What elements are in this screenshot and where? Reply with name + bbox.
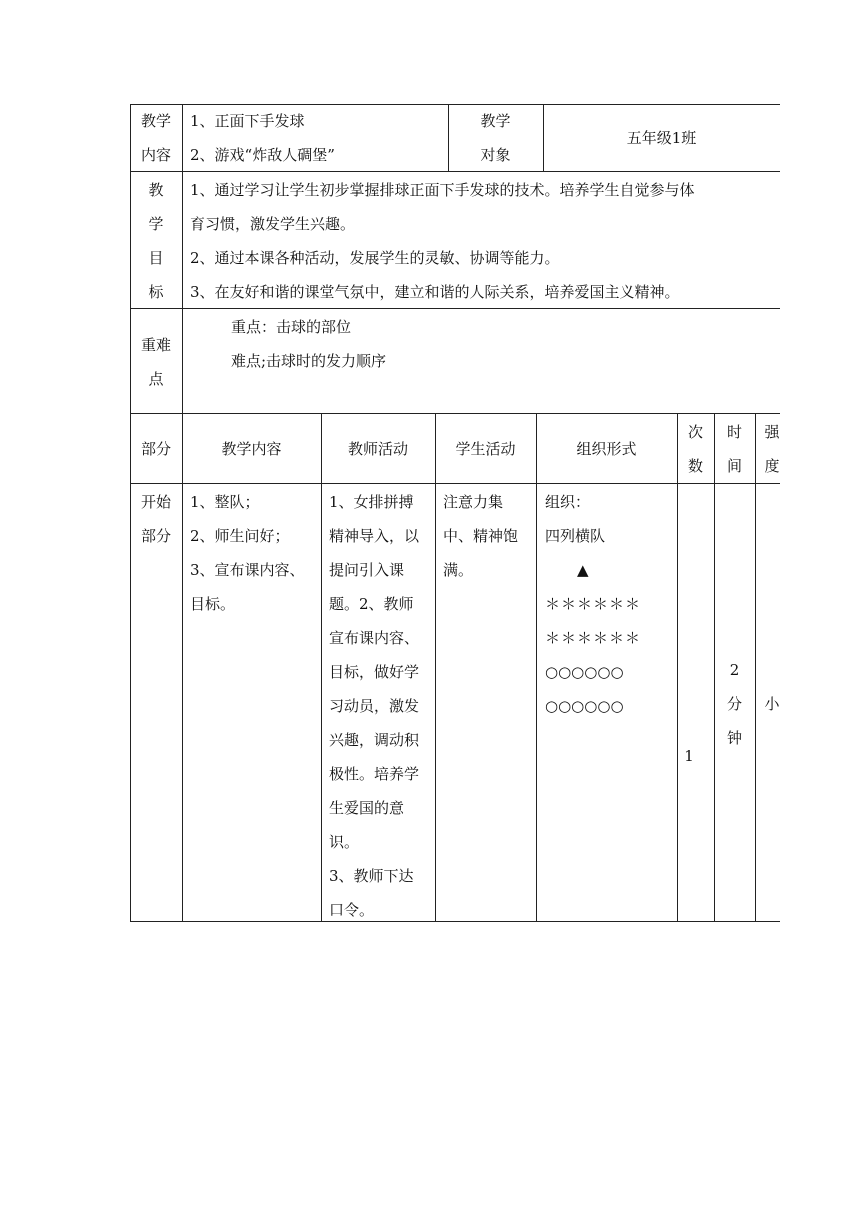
- formation-row: ＊＊＊＊＊＊: [545, 629, 642, 647]
- header-intensity: 强 度: [764, 423, 780, 475]
- key-points-label: 重难 点: [140, 336, 171, 388]
- goals-label: 教 学 目 标: [148, 181, 164, 301]
- start-organization: 组织： 四列横队 ▲ ＊＊＊＊＊＊ ＊＊＊＊＊＊ ○○○○○○ ○○○○○○: [545, 485, 641, 723]
- content-items: 1、正面下手发球 2、游戏“炸敌人碉堡”: [190, 112, 335, 164]
- start-teacher-activity: 1、女排拼搏 精神导入，以 提问引入课 题。2、教师 宣布课内容、 目标，做好学 习动员，激发 兴趣，调动积 极性。培养学 生爱国的意 识。 3、教师下达 口令。: [329, 493, 420, 919]
- goals-text: 1、通过学习让学生初步掌握排球正面下手发球的技术。培养学生自觉参与体 育习惯，激发学生兴趣。 2、通过本课各种活动，发展学生的灵敏、协调等能力。 3、在友好和谐的课堂气氛中，建立和谐的人际关系，培养爱国主义精神。: [190, 181, 695, 301]
- header-organization: 组织形式: [576, 440, 637, 458]
- start-times: 1: [684, 747, 694, 765]
- formation-row: ＊＊＊＊＊＊: [545, 595, 642, 613]
- formation-row: ○○○○○○: [545, 663, 624, 681]
- header-content: 教学内容: [221, 440, 282, 458]
- start-content: 1、整队； 2、师生问好； 3、宣布课内容、 目标。: [190, 493, 305, 613]
- key-points-text: 重点：击球的部位 难点;击球时的发力顺序: [231, 318, 387, 370]
- header-teacher: 教师活动: [347, 440, 408, 458]
- formation-row: ○○○○○○: [545, 697, 624, 715]
- header-times: 次 数: [687, 423, 703, 475]
- divider: [182, 308, 183, 414]
- start-intensity: 小: [764, 695, 780, 713]
- header-part: 部分: [140, 440, 171, 458]
- start-student-activity: 注意力集 中、精神饱 满。: [443, 493, 519, 579]
- object-value: 五年级1班: [626, 129, 697, 147]
- content-label: 教学 内容: [140, 112, 171, 164]
- teacher-triangle-icon: ▲: [577, 561, 589, 579]
- start-part-label: 开始 部分: [140, 493, 171, 545]
- object-label: 教学 对象: [480, 112, 511, 164]
- start-time: 2 分 钟: [726, 661, 742, 747]
- header-time: 时 间: [726, 423, 742, 475]
- header-student: 学生活动: [455, 440, 516, 458]
- divider: [182, 104, 183, 172]
- divider: [182, 171, 183, 309]
- row-key-points: [130, 308, 780, 414]
